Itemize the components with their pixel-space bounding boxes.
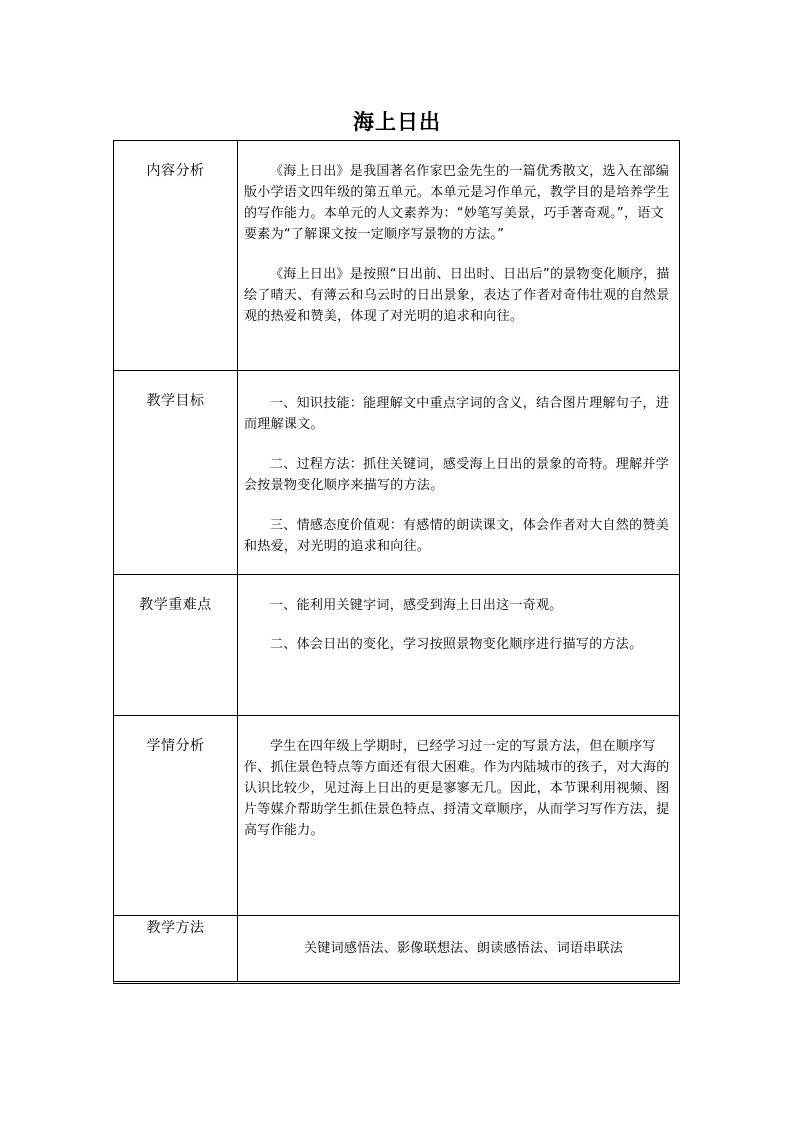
paragraph: 三、情感态度价值观：有感情的朗读课文，体会作者对大自然的赞美和热爱，对光明的追求和向往。 [244, 518, 670, 554]
paragraph: 二、过程方法：抓住关键词，感受海上日出的景象的奇特。理解并学会按景物变化顺序来描写的方法。 [244, 457, 670, 493]
row-content [238, 141, 679, 370]
row-label: 内容分析 [114, 141, 238, 370]
row-content [238, 575, 679, 715]
row-teaching-methods [114, 916, 679, 981]
row-label: 教学重难点 [114, 575, 238, 715]
paragraph: 关键词感悟法、影像联想法、朗读感悟法、词语串联法 [304, 941, 624, 956]
paragraph: 一、知识技能：能理解文中重点字词的含义，结合图片理解句子，进而理解课文。 [244, 396, 670, 432]
row-content [238, 716, 679, 915]
row-label: 教学目标 [114, 371, 238, 574]
paragraph: 一、能利用关键字词，感受到海上日出这一奇观。 [270, 598, 563, 613]
row-teaching-goals [114, 371, 679, 575]
lesson-plan-table [113, 140, 680, 984]
paragraph: 《海上日出》是按照“日出前、日出时、日出后”的景物变化顺序，描绘了晴天、有薄云和乌云时的日出景象，表达了作者对奇伟壮观的自然景观的热爱和赞美，体现了对光明的追求和向往。 [244, 267, 670, 324]
paragraph: 学生在四年级上学期时，已经学习过一定的写景方法，但在顺序写作、抓住景色特点等方面还有很大困难。作为内陆城市的孩子，对大海的认识比较少，见过海上日出的更是寥寥无几。因此，本节课利用视频、图片等媒介帮助学生抓住景色特点、捋清文章顺序，从而学习写作方法，提高写作能力。 [244, 739, 670, 838]
row-learner-analysis [114, 716, 679, 916]
paragraph: 二、体会日出的变化，学习按照景物变化顺序进行描写的方法。 [270, 637, 643, 652]
paragraph: 《海上日出》是我国著名作家巴金先生的一篇优秀散文，选入在部编版小学语文四年级的第五单元。本单元是习作单元，教学目的是培养学生的写作能力。本单元的人文素养为：“妙笔写美景，巧手著奇观。”，语文要素为“了解课文按一定顺序写景物的方法。” [244, 164, 670, 242]
row-content [238, 916, 679, 981]
row-content [238, 371, 679, 574]
row-content-analysis [114, 141, 679, 371]
row-label: 学情分析 [114, 716, 238, 915]
page-title: 海上日出 [353, 110, 441, 134]
row-label: 教学方法 [114, 916, 238, 981]
row-key-difficulties [114, 575, 679, 716]
